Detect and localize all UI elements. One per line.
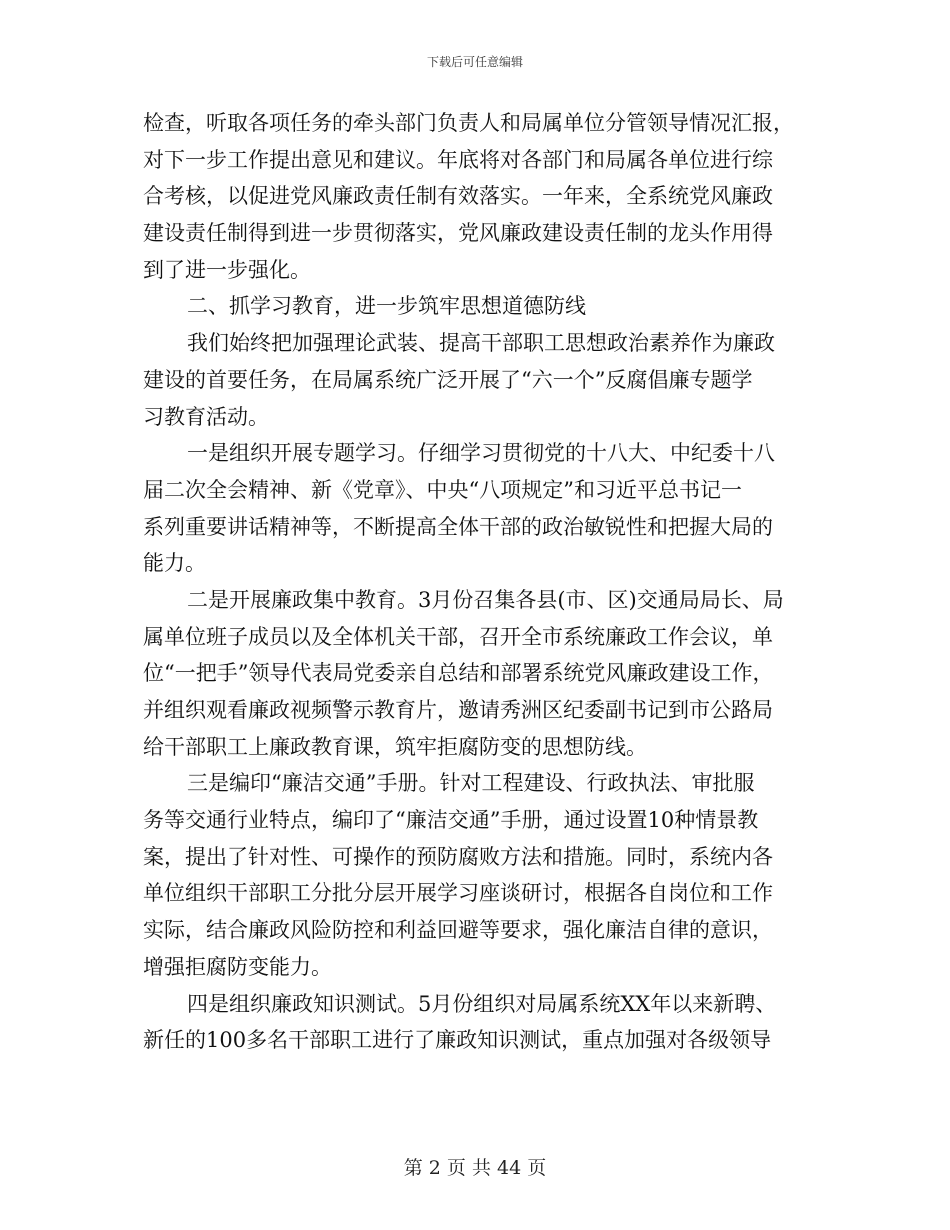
text-line: 建设的首要任务，在局属系统广泛开展了“六一个”反腐倡廉专题学: [143, 367, 753, 392]
text-line: 检查，听取各项任务的牵头部门负责人和局属单位分管领导情况汇报，: [143, 111, 794, 135]
text-line: 到了进一步强化。: [143, 257, 311, 282]
text-line: 位“一把手”领导代表局党委亲自总结和部署系统党风廉政建设工作，: [143, 661, 774, 686]
text-line: 二是开展廉政集中教育。3月份召集各县(市、区)交通局局长、局: [187, 587, 784, 612]
text-line: 增强拒腐防变能力。: [143, 954, 332, 979]
text-line: 二、抓学习教育，进一步筑牢思想道德防线: [187, 294, 586, 319]
text-line: 合考核，以促进党风廉政责任制有效落实。一年来，全系统党风廉政: [143, 184, 773, 209]
text-line: 系列重要讲话精神等，不断提高全体干部的政治敏锐性和把握大局的: [143, 514, 773, 539]
text-line: 四是组织廉政知识测试。5月份组织对局属系统XX年以来新聘、: [187, 991, 777, 1016]
text-line: 实际，结合廉政风险防控和利益回避等要求，强化廉洁自律的意识，: [143, 918, 773, 943]
page-header: 下载后可任意编辑: [426, 55, 523, 69]
text-line: 单位组织干部职工分批分层开展学习座谈研讨，根据各自岗位和工作: [143, 881, 773, 906]
page-footer: 第 2 页 共 44 页: [403, 1157, 547, 1179]
text-line: 一是组织开展专题学习。仔细学习贯彻党的十八大、中纪委十八: [187, 441, 775, 466]
text-line: 对下一步工作提出意见和建议。年底将对各部门和局属各单位进行综: [143, 147, 773, 172]
text-line: 建设责任制得到进一步贯彻落实，党风廉政建设责任制的龙头作用得: [143, 221, 773, 246]
text-line: 属单位班子成员以及全体机关干部，召开全市系统廉政工作会议，单: [143, 624, 773, 649]
text-line: 务等交通行业特点，编印了“廉洁交通”手册，通过设置10种情景教: [143, 808, 759, 833]
document-body: [143, 105, 800, 1059]
text-line: 我们始终把加强理论武装、提高干部职工思想政治素养作为廉政: [187, 331, 775, 356]
text-line: 并组织观看廉政视频警示教育片，邀请秀洲区纪委副书记到市公路局: [143, 698, 773, 722]
text-line: 届二次全会精神、新《党章》、中央“八项规定”和习近平总书记一: [143, 477, 742, 502]
text-line: 能力。: [143, 551, 206, 576]
text-line: 三是编印“廉洁交通”手册。针对工程建设、行政执法、审批服: [187, 771, 755, 796]
text-line: 新任的100多名干部职工进行了廉政知识测试，重点加强对各级领导: [143, 1028, 772, 1053]
text-line: 习教育活动。: [143, 404, 269, 429]
text-line: 案，提出了针对性、可操作的预防腐败方法和措施。同时，系统内各: [143, 844, 773, 869]
text-line: 给干部职工上廉政教育课，筑牢拒腐防变的思想防线。: [143, 734, 647, 759]
